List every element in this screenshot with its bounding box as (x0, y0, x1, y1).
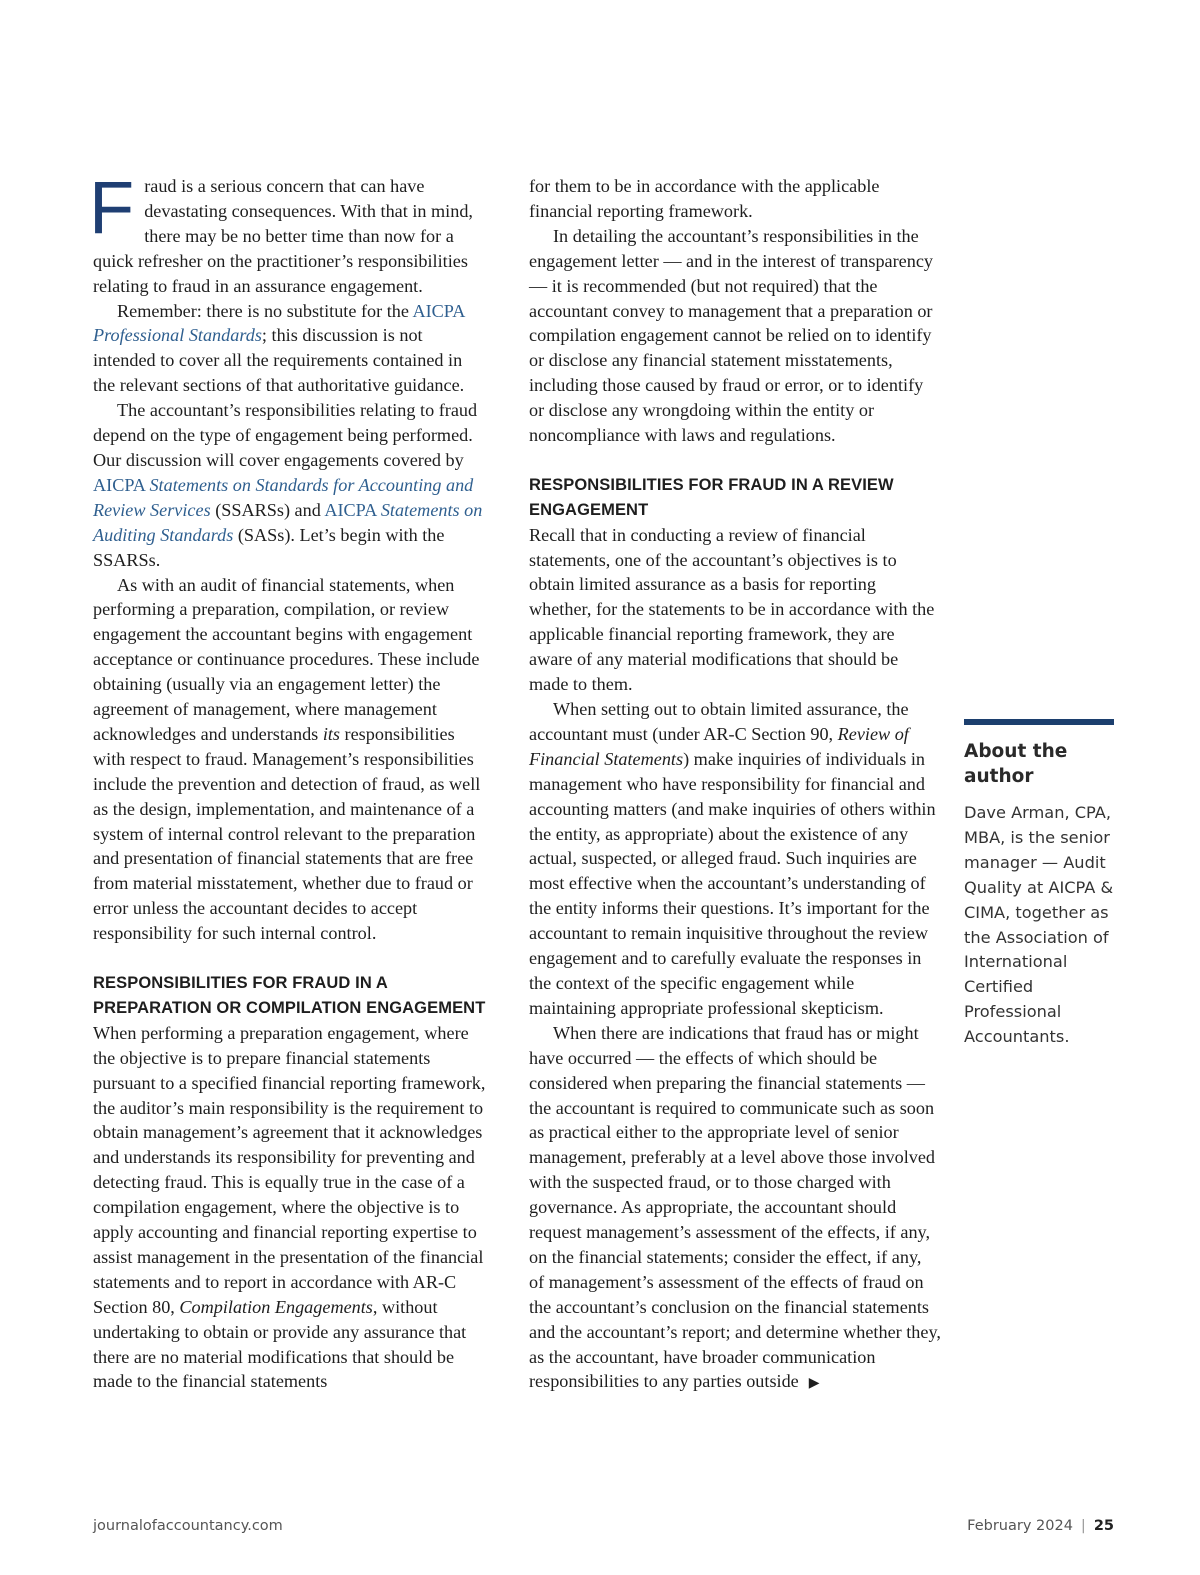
text: (SSARSs) and (210, 499, 325, 520)
text: responsibilities with respect to fraud. Management’s responsibilities include the prevention and detection of fraud, as well as the design, implementation, and maintenance of a system of internal control relevant to the preparation and presentation of financial statements that are free from material misstatement, whether due to fraud or error unless the accountant decides to accept responsibility for such internal control. (93, 723, 481, 944)
intro-text: raud is a serious concern that can have devastating consequences. With that in mind, there may be no better time than now for a quick refresher on the practitioner’s responsibilities relating to fraud in an assurance engagement. (93, 176, 473, 296)
footer-separator: | (1080, 1518, 1086, 1534)
paragraph: In detailing the accountant’s responsibilities in the engagement letter — and in the interest of transparency — it is recommended (but not required) that the accountant convey to management that a preparation or compilation engagement cannot be relied on to identify or disclose any financial statement misstatements, including those caused by fraud or error, or to identify or disclose any wrongdoing within the entity or noncompliance with laws and regulations. (529, 225, 934, 446)
text: When there are indications that fraud has or might have occurred — the effects of which should be considered when preparing the financial statements — the accountant is required to communicate such as soon as practical either to the appropriate level of senior management, preferably at a level above those involved with the suspected fraud, or to those charged with governance. As appropriate, the accountant should request management’s assessment of the effects, if any, on the financial statements; consider the effect, if any, of management’s assessment of the effects of fraud on the accountant’s conclusion on the financial statements and the accountant’s report; and determine whether they, as the accountant, have broader communication responsibilities to any parties outside (529, 1022, 941, 1392)
text: ) make inquiries of individuals in management who have responsibility for financial and accounting matters (and make inquiries of others within the entity, as appropriate) about the existence of any actual, suspected, or alleged fraud. Such inquiries are most effective when the accountant’s understanding of the entity informs their questions. It’s important for the accountant to remain inquisitive throughout the review engagement and to carefully evaluate the responses in the context of the specific engagement while maintaining appropriate professional skepticism. (529, 748, 936, 1018)
italic-text: Compilation Engagements (179, 1296, 373, 1317)
sidebar-title: About the author (964, 741, 1068, 787)
link-text-italic: Statements on Standards for Accounting and Review Services (93, 474, 474, 520)
spacer (93, 946, 487, 971)
text: ; this discussion is not intended to cover all the requirements contained in the relevant sections of that authoritative guidance. (93, 325, 465, 396)
page-number: 25 (1093, 1518, 1114, 1534)
paragraph (93, 398, 487, 572)
about-author-sidebar (964, 719, 1116, 1050)
paragraph (93, 573, 487, 947)
paragraph (93, 299, 487, 399)
link-text-italic: Statements on Auditing Standards (93, 499, 483, 545)
link-text: AICPA (93, 474, 150, 495)
text: As with an audit of financial statements, when performing a preparation, compilation, or review engagement the accountant begins with engagement acceptance or continuance procedures. These include obtaining (usually via an engagement letter) the agreement of management, where management acknowledges and understands (93, 574, 480, 744)
spacer (529, 448, 941, 473)
sidebar-rule (964, 719, 1114, 725)
italic-text: its (322, 723, 340, 744)
drop-cap: F (89, 166, 135, 249)
footer-website[interactable]: journalofaccountancy.com (93, 1518, 283, 1534)
text: (SASs). Let’s begin with the SSARSs. (93, 524, 445, 570)
text: The accountant’s responsibilities relating to fraud depend on the type of engagement being performed. Our discussion will cover engagements covered by (93, 400, 478, 470)
section-heading: RESPONSIBILITIES FOR FRAUD IN A REVIEW ENGAGEMENT (529, 475, 894, 519)
link-text: AICPA (412, 300, 465, 321)
continue-arrow-icon: ▶ (808, 1376, 820, 1392)
intro-paragraph (89, 166, 487, 299)
link-text: AICPA (324, 499, 381, 520)
paragraph: Recall that in conducting a review of financial statements, one of the accountant’s objectives is to obtain limited assurance as a basis for reporting whether, for the statements to be in accordance with the applicable financial reporting framework, they are aware of any material modifications that should be made to them. (529, 524, 935, 695)
paragraph (93, 1021, 487, 1395)
paragraph (529, 697, 941, 1021)
article-column-middle (529, 174, 941, 1397)
author-bio: Dave Arman, CPA, MBA, is the senior manager — Audit Quality at AICPA & CIMA, together as the Association of International Certified Professional Accountants. (964, 803, 1114, 1047)
link-text-italic: Professional Standards (93, 325, 262, 346)
article-column-left (89, 166, 487, 1394)
text: When setting out to obtain limited assurance, the accountant must (under AR-C Section 90, (529, 699, 909, 744)
text: Remember: there is no substitute for the (117, 300, 413, 321)
paragraph (529, 1021, 941, 1398)
text: , without undertaking to obtain or provide any assurance that there are no material modifications that should be made to the financial statements (93, 1296, 467, 1392)
italic-text: Review of Financial Statements (529, 723, 909, 769)
footer-date: February 2024 (967, 1518, 1073, 1534)
section-heading: RESPONSIBILITIES FOR FRAUD IN A PREPARATION OR COMPILATION ENGAGEMENT (93, 973, 486, 1017)
text: When performing a preparation engagement, where the objective is to prepare financial statements pursuant to a specified financial reporting framework, the auditor’s main responsibility is the requirement to obtain management’s agreement that it acknowledges and understands its responsibility for preventing and detecting fraud. This is equally true in the case of a compilation engagement, where the objective is to apply accounting and financial reporting expertise to assist management in the presentation of the financial statements and to report in accordance with AR-C Section 80, (93, 1022, 486, 1317)
paragraph: for them to be in accordance with the applicable financial reporting framework. (529, 176, 880, 221)
footer-page-info (967, 1518, 1114, 1534)
